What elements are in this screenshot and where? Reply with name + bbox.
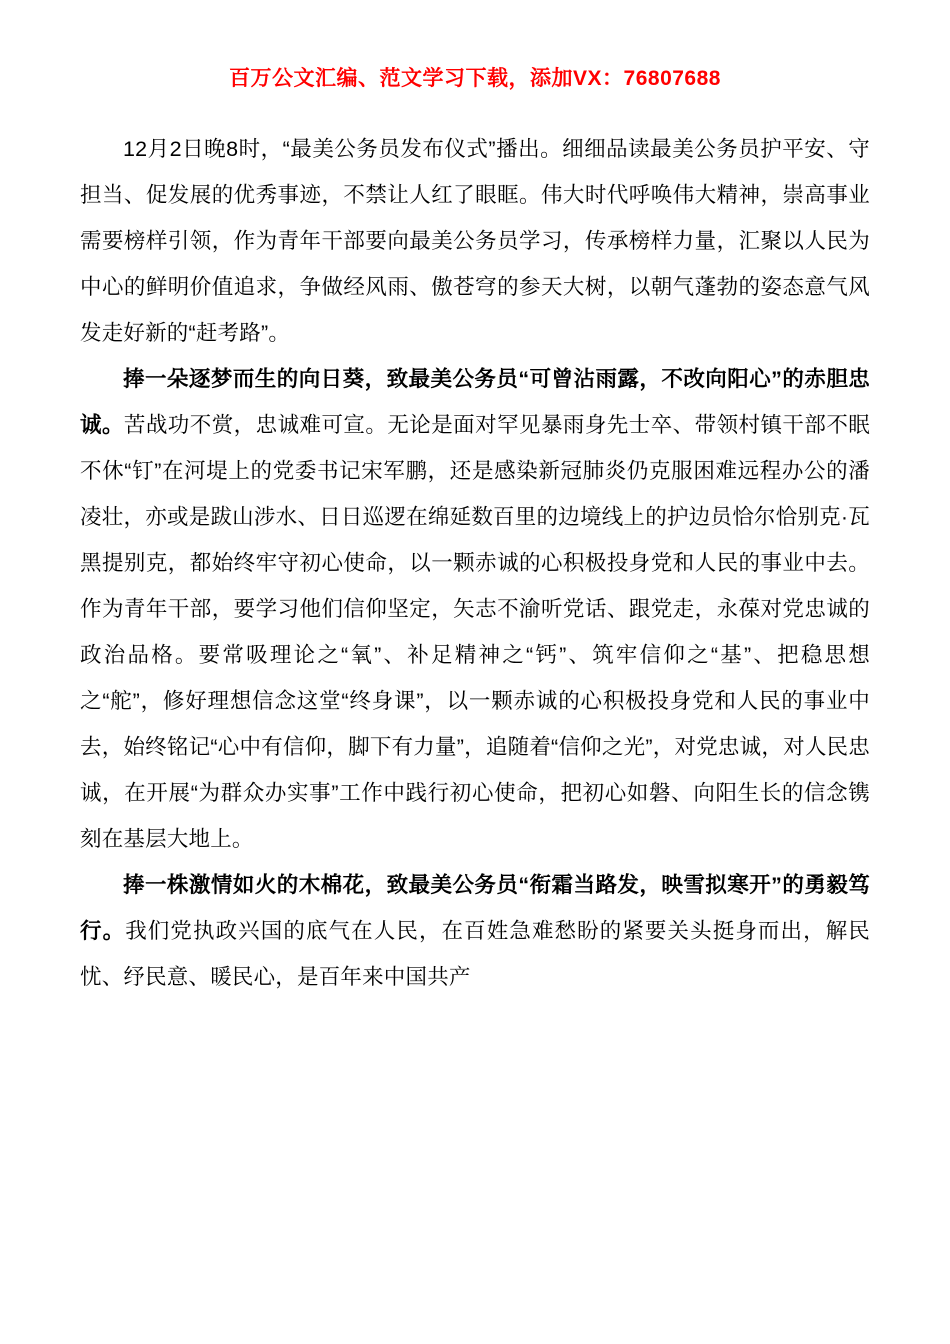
paragraph-section-one — [80, 356, 870, 862]
paragraph-section-two — [80, 862, 870, 1000]
paragraph-intro — [80, 126, 870, 356]
paragraph-section-one-text: 苦战功不赏，忠诚难可宣。无论是面对罕见暴雨身先士卒、带领村镇干部不眠不休“钉”在河堤上的党委书记宋军鹏，还是感染新冠肺炎仍克服困难远程办公的潘凌壮，亦或是跋山涉水、日日巡逻在绵延数百里的边境线上的护边员恰尔恰别克·瓦黑提别克，都始终牢守初心使命，以一颗赤诚的心积极投身党和人民的事业中去。作为青年干部，要学习他们信仰坚定，矢志不渝听党话、跟党走，永葆对党忠诚的政治品格。要常吸理论之“氧”、补足精神之“钙”、筑牢信仰之“基”、把稳思想之“舵”，修好理想信念这堂“终身课”，以一颗赤诚的心积极投身党和人民的事业中去，始终铭记“心中有信仰，脚下有力量”，追随着“信仰之光”，对党忠诚，对人民忠诚，在开展“为群众办实事”工作中践行初心使命，把初心如磐、向阳生长的信念镌刻在基层大地上。 — [80, 413, 870, 851]
paragraph-section-two-lead: 捧一株激情如火的木棉花，致最美公务员“衔霜当路发，映雪拟寒开”的勇毅笃行。 — [80, 873, 870, 943]
promo-banner: 百万公文汇编、范文学习下载，添加VX：76807688 — [229, 67, 721, 90]
paragraph-section-two-text: 我们党执政兴国的底气在人民，在百姓急难愁盼的紧要关头挺身而出，解民忧、纾民意、暖民心，是百年来中国共产 — [80, 919, 870, 989]
paragraph-intro-text: 12月2日晚8时，“最美公务员发布仪式”播出。细细品读最美公务员护平安、守担当、促发展的优秀事迹，不禁让人红了眼眶。伟大时代呼唤伟大精神，崇高事业需要榜样引领，作为青年干部要向最美公务员学习，传承榜样力量，汇聚以人民为中心的鲜明价值追求，争做经风雨、傲苍穹的参天大树，以朝气蓬勃的姿态意气风发走好新的“赶考路”。 — [80, 137, 870, 345]
document-body — [80, 92, 870, 1000]
paragraph-section-one-lead: 捧一朵逐梦而生的向日葵，致最美公务员“可曾沾雨露，不改向阳心”的赤胆忠诚。 — [80, 367, 870, 437]
